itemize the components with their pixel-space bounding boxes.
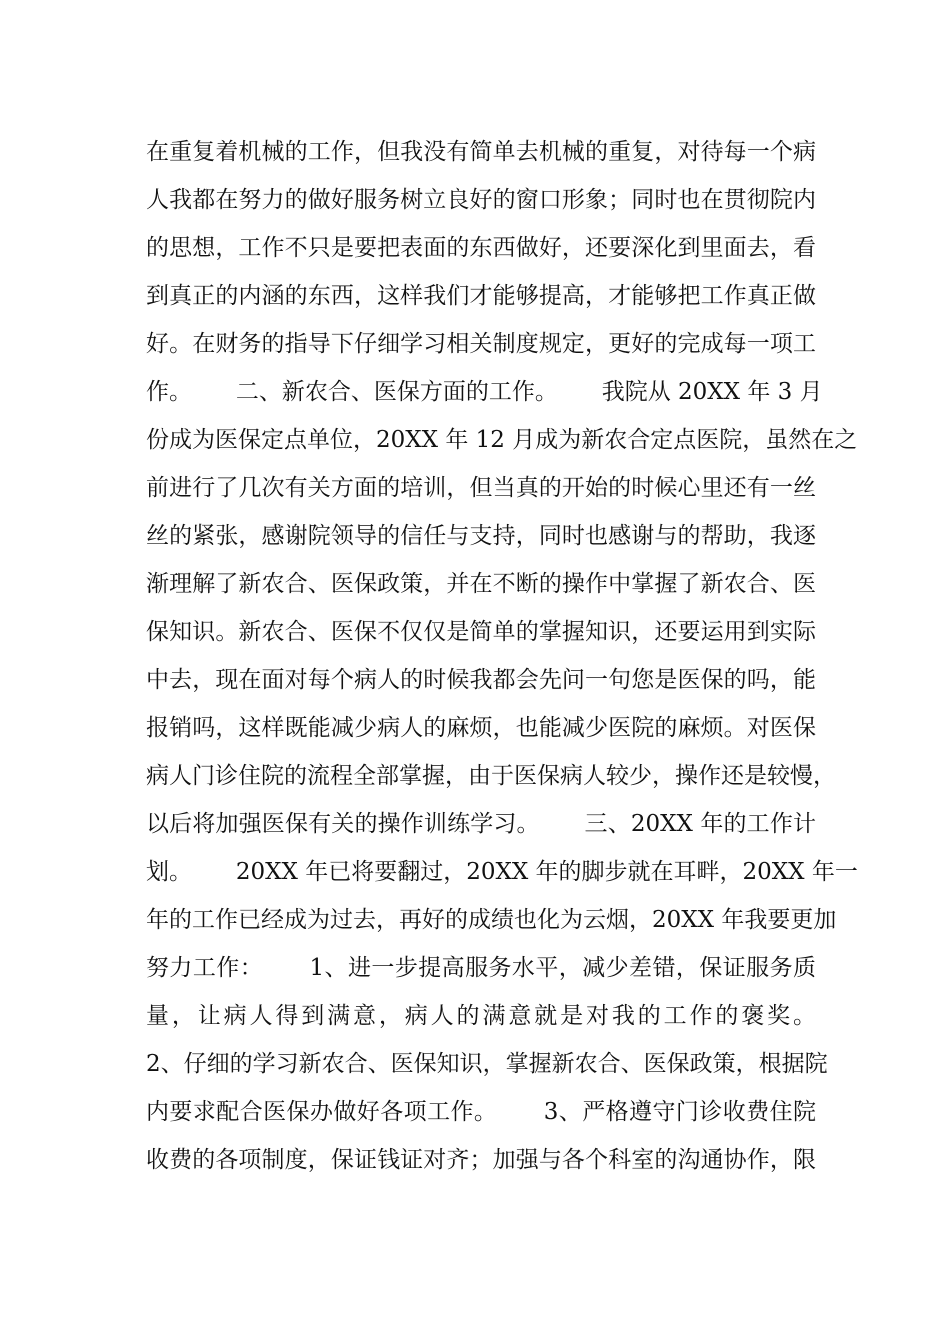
text-line: 努力工作： 1、进一步提高服务水平，减少差错，保证服务质 [146, 955, 816, 981]
text-line: 人我都在努力的做好服务树立良好的窗口形象；同时也在贯彻院内 [146, 187, 816, 213]
text-line: 中去，现在面对每个病人的时候我都会先问一句您是医保的吗，能 [146, 667, 816, 693]
text-line: 在重复着机械的工作，但我没有简单去机械的重复，对待每一个病 [146, 139, 816, 165]
text-line: 2、仔细的学习新农合、医保知识，掌握新农合、医保政策，根据院 [146, 1051, 828, 1077]
text-line: 前进行了几次有关方面的培训，但当真的开始的时候心里还有一丝 [146, 475, 816, 501]
text-line: 划。 20XX 年已将要翻过，20XX 年的脚步就在耳畔，20XX 年一 [146, 859, 858, 885]
text-line: 作。 二、新农合、医保方面的工作。 我院从 20XX 年 3 月 [146, 379, 823, 405]
text-line: 内要求配合医保办做好各项工作。 3、严格遵守门诊收费住院 [146, 1099, 816, 1125]
text-line: 的思想，工作不只是要把表面的东西做好，还要深化到里面去，看 [146, 235, 816, 261]
text-line: 年的工作已经成为过去，再好的成绩也化为云烟，20XX 年我要更加 [146, 907, 837, 933]
text-line: 份成为医保定点单位，20XX 年 12 月成为新农合定点医院，虽然在之 [146, 427, 858, 453]
document-body [146, 128, 858, 1184]
text-line: 报销吗，这样既能减少病人的麻烦，也能减少医院的麻烦。对医保 [146, 715, 816, 741]
text-line: 病人门诊住院的流程全部掌握，由于医保病人较少，操作还是较慢， [146, 763, 836, 789]
text-line: 丝的紧张，感谢院领导的信任与支持，同时也感谢与的帮助，我逐 [146, 523, 816, 549]
text-line: 保知识。新农合、医保不仅仅是简单的掌握知识，还要运用到实际 [146, 619, 816, 645]
text-line: 好。在财务的指导下仔细学习相关制度规定，更好的完成每一项工 [146, 331, 816, 357]
text-line: 渐理解了新农合、医保政策，并在不断的操作中掌握了新农合、医 [146, 571, 816, 597]
text-line: 收费的各项制度，保证钱证对齐；加强与各个科室的沟通协作，限 [146, 1147, 816, 1173]
text-line: 量，让病人得到满意，病人的满意就是对我的工作的褒奖。 [146, 1003, 816, 1029]
text-line: 以后将加强医保有关的操作训练学习。 三、20XX 年的工作计 [146, 811, 816, 837]
text-line: 到真正的内涵的东西，这样我们才能够提高，才能够把工作真正做 [146, 283, 816, 309]
